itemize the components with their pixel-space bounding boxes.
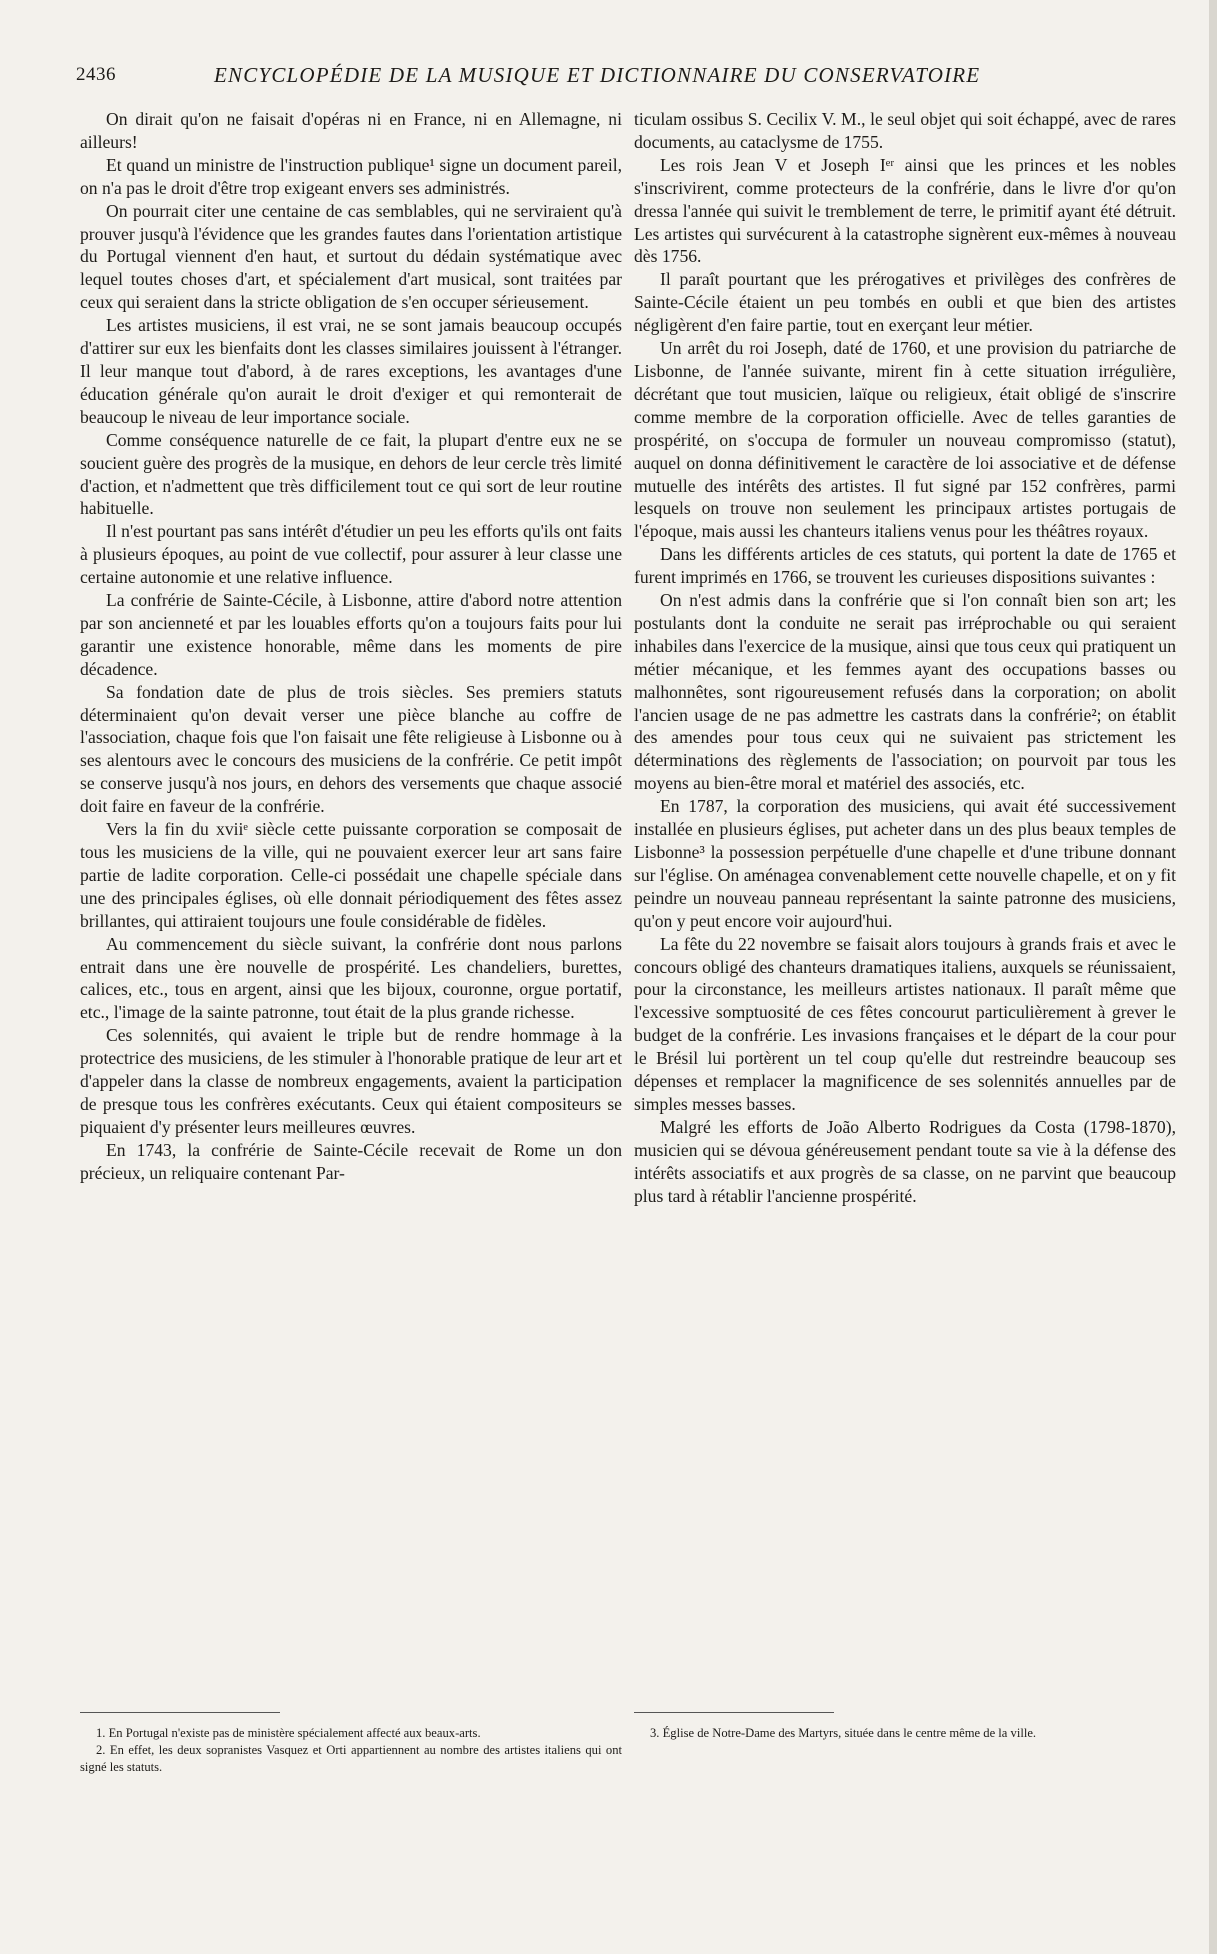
footnote: 3. Église de Notre-Dame des Martyrs, située dans le centre même de la ville. bbox=[650, 1726, 1037, 1740]
footnotes-left bbox=[80, 1712, 622, 1776]
paragraph: Un arrêt du roi Joseph, daté de 1760, et une provision du patriarche de Lisbonne, de l'année suivante, mirent fin à cette situation irrégulière, décrétant que tout musicien, laïque ou religieux, était obligé de s'inscrire comme membre de la corporation officielle. Avec de telles garanties de prospérité, on s'occupa de formuler un nouveau compromisso (statut), auquel on donna définitivement le caractère de loi associative et de défense mutuelle des intérêts des artistes. Il fut signé par 152 confrères, parmi lesquels on trouve non seulement les principaux artistes portugais de l'époque, mais aussi les chanteurs italiens venus pour les théâtres royaux. bbox=[634, 338, 1176, 542]
running-title: ENCYCLOPÉDIE DE LA MUSIQUE ET DICTIONNAIRE DU CONSERVATOIRE bbox=[214, 63, 981, 87]
paragraph: La fête du 22 novembre se faisait alors toujours à grands frais et avec le concours obligé des chanteurs dramatiques italiens, auxquels se réunissaient, pour la circonstance, les meilleurs artistes nationaux. Il paraît même que l'excessive somptuosité de ces fêtes concourut particulièrement à grever le budget de la confrérie. Les invasions françaises et le départ de la cour pour le Brésil lui portèrent un tel coup qu'elle dut restreindre beaucoup ses dépenses et remplacer la magnificence de ses solennités annuelles par de simples messes basses. bbox=[634, 933, 1176, 1114]
paragraph: La confrérie de Sainte-Cécile, à Lisbonne, attire d'abord notre attention par son ancienneté et par les louables efforts qu'on a toujours faits pour lui garantir une existence honorable, même dans les moments de pire décadence. bbox=[80, 590, 622, 679]
paragraph-continued: ticulam ossibus S. Cecilix V. M., le seul objet qui soit échappé, avec de rares documents, au cataclysme de 1755. bbox=[634, 109, 1176, 152]
right-column bbox=[634, 108, 1176, 1208]
paragraph: On pourrait citer une centaine de cas semblables, qui ne serviraient qu'à prouver jusqu'à l'évidence que les grandes fautes dans l'orientation artistique du Portugal viennent d'en haut, et surtout du dédain systématique avec lequel toutes choses d'art, et spécialement d'art musical, sont traitées par ceux qui seraient dans la stricte obligation de s'en occuper sérieusement. bbox=[80, 200, 622, 313]
footnotes-right bbox=[634, 1712, 1176, 1742]
paragraph: En 1787, la corporation des musiciens, qui avait été successivement installée en plusieurs églises, put acheter dans un des plus beaux temples de Lisbonne³ la possession perpétuelle d'une chapelle et d'une tribune donnant sur l'église. On aménagea convenablement cette nouvelle chapelle, et on y fit peindre un nouveau panneau représentant la sainte patronne des musiciens, qu'on y peut encore voir aujourd'hui. bbox=[634, 796, 1177, 931]
paragraph: Sa fondation date de plus de trois siècles. Ses premiers statuts déterminaient qu'on devait verser une pièce blanche au coffre de l'association, chaque fois que l'on faisait une fête religieuse à Lisbonne ou à ses alentours avec le concours des musiciens de la confrérie. Ce petit impôt se conserve jusqu'à nos jours, en dehors des versements que chaque associé doit faire en faveur de la confrérie. bbox=[80, 681, 622, 817]
paragraph: Et quand un ministre de l'instruction publique¹ signe un document pareil, on n'a pas le droit d'être trop exigeant envers ses administrés. bbox=[80, 154, 622, 198]
page-header bbox=[76, 60, 1196, 90]
paragraph: On dirait qu'on ne faisait d'opéras ni en France, ni en Allemagne, ni ailleurs! bbox=[80, 109, 622, 152]
footnote-rule bbox=[634, 1712, 834, 1713]
paragraph: On n'est admis dans la confrérie que si l'on connaît bien son art; les postulants dont la conduite ne serait pas irréprochable ou qui seraient inhabiles dans l'exercice de la musique, ainsi que tous ceux qui pratiquent un métier mécanique, et les femmes ayant des occupations basses ou malhonnêtes, sont rigoureusement refusés dans la corporation; on abolit l'ancien usage de ne pas admettre les castrats dans la confrérie²; on établit des amendes pour tous ceux qui ne suivaient pas strictement les déterminations des règlements de l'association; on pourvoit par tous les moyens au bien-être moral et matériel des associés, etc. bbox=[634, 590, 1176, 794]
paragraph: Ces solennités, qui avaient le triple but de rendre hommage à la protectrice des musiciens, de les stimuler à l'honorable pratique de leur art et d'appeler dans la classe de nombreux engagements, avaient la participation de presque tous les confrères exécutants. Ceux qui étaient compositeurs se piquaient d'y présenter leurs meilleures œuvres. bbox=[80, 1025, 622, 1137]
page-edge bbox=[1209, 0, 1217, 1954]
paragraph: Il paraît pourtant que les prérogatives et privilèges des confrères de Sainte-Cécile étaient un peu tombés en oubli et que bien des artistes négligèrent d'en faire partie, tout en exerçant leur métier. bbox=[634, 269, 1176, 336]
paragraph: Les rois Jean V et Joseph Iᵉʳ ainsi que les princes et les nobles s'inscrivirent, comme protecteurs de la confrérie, dans le livre d'or qu'on dressa l'année qui suivit le tremblement de terre, le primitif ayant été détruit. Les artistes qui survécurent à la catastrophe signèrent eux-mêmes à nouveau dès 1756. bbox=[634, 154, 1176, 267]
paragraph: Comme conséquence naturelle de ce fait, la plupart d'entre eux ne se soucient guère des progrès de la musique, en dehors de leur cercle très limité d'action, et n'admettent que très difficilement tout ce qui sort de leur routine habituelle. bbox=[80, 429, 622, 519]
paragraph: Dans les différents articles de ces statuts, qui portent la date de 1765 et furent imprimés en 1766, se trouvent les curieuses dispositions suivantes : bbox=[634, 544, 1176, 588]
paragraph: En 1743, la confrérie de Sainte-Cécile recevait de Rome un don précieux, un reliquaire contenant Par- bbox=[80, 1139, 622, 1183]
paragraph: Les artistes musiciens, il est vrai, ne se sont jamais beaucoup occupés d'attirer sur eux les bienfaits dont les classes similaires jouissent à l'étranger. Il leur manque tout d'abord, à de rares exceptions, les avantages d'une éducation générale qu'on aurait le droit d'exiger et qui remonterait de beaucoup le niveau de leur importance sociale. bbox=[80, 315, 622, 427]
footnote: 2. En effet, les deux sopranistes Vasquez et Orti appartiennent au nombre des artistes italiens qui ont signé les statuts. bbox=[80, 1743, 622, 1774]
paragraph: Vers la fin du xviiᵉ siècle cette puissante corporation se composait de tous les musiciens de la ville, qui ne pouvaient exercer leur art sans faire partie de ladite corporation. Celle-ci possédait une chapelle spéciale dans une des principales églises, où elle donnait périodiquement des fêtes assez brillantes, qui attiraient toujours une foule considérable de fidèles. bbox=[80, 819, 622, 931]
left-column bbox=[80, 108, 622, 1185]
paragraph: Au commencement du siècle suivant, la confrérie dont nous parlons entrait dans une ère nouvelle de prospérité. Les chandeliers, burettes, calices, etc., tous en argent, ainsi que les bijoux, couronne, orgue portatif, etc., l'image de la sainte patronne, tout était de la plus grande richesse. bbox=[80, 933, 622, 1023]
paragraph: Il n'est pourtant pas sans intérêt d'étudier un peu les efforts qu'ils ont faits à plusieurs époques, au point de vue collectif, pour assurer à leur classe une certaine autonomie et une relative influence. bbox=[80, 521, 622, 588]
footnote-rule bbox=[80, 1712, 280, 1713]
page-number: 2436 bbox=[76, 64, 116, 85]
footnote: 1. En Portugal n'existe pas de ministère spécialement affecté aux beaux-arts. bbox=[96, 1726, 481, 1740]
paragraph: Malgré les efforts de João Alberto Rodrigues da Costa (1798-1870), musicien qui se dévoua généreusement pendant toute sa vie à la défense des intérêts associatifs et aux progrès de sa classe, on ne parvint que beaucoup plus tard à rétablir l'ancienne prospérité. bbox=[634, 1116, 1176, 1206]
